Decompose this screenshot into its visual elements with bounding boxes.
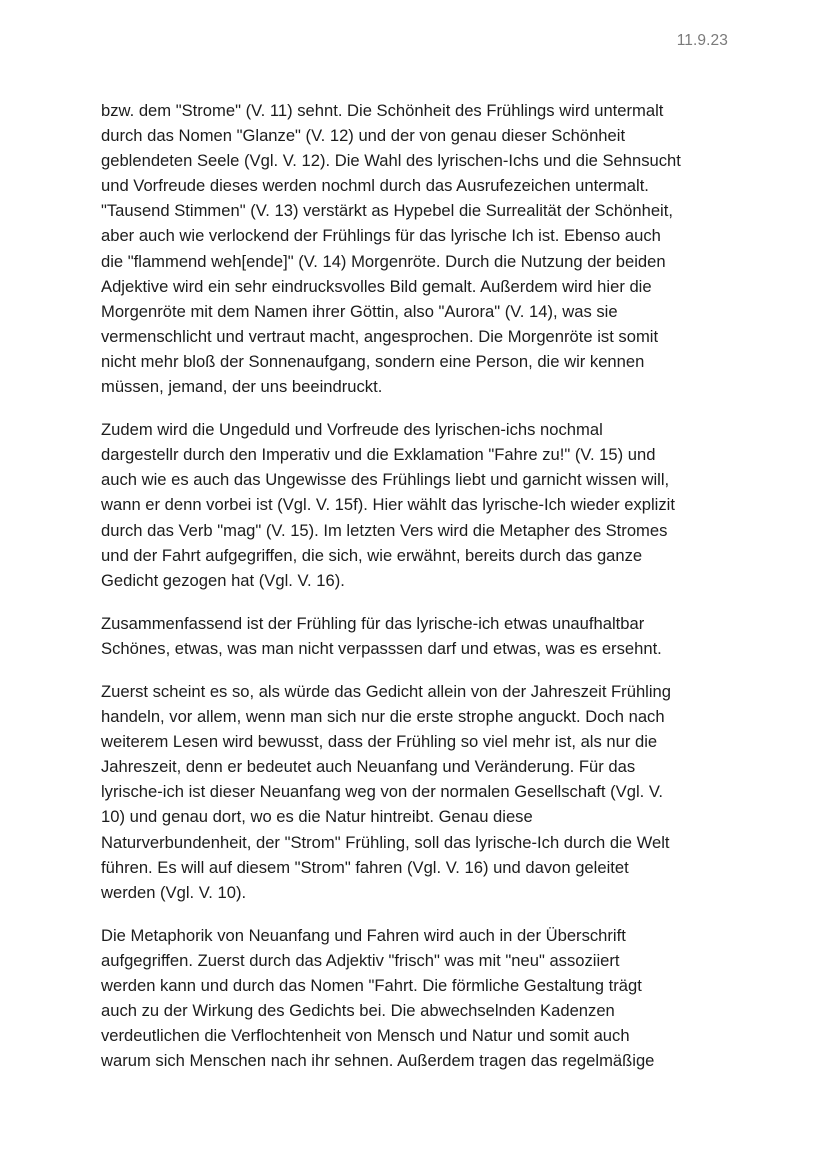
text-line: aufgegriffen. Zuerst durch das Adjektiv "frisch" was mit "neu" assoziiert (101, 950, 620, 970)
document-body (101, 98, 741, 1091)
paragraph-4 (101, 679, 741, 905)
text-line: nicht mehr bloß der Sonnenaufgang, sondern eine Person, die wir kennen (101, 351, 645, 371)
text-line: bzw. dem "Strome" (V. 11) sehnt. Die Schönheit des Frühlings wird untermalt (101, 101, 664, 120)
text-line: "Tausend Stimmen" (V. 13) verstärkt as Hypebel die Surrealität der Schönheit, (101, 201, 673, 221)
text-line: durch das Nomen "Glanze" (V. 12) und der von genau dieser Schönheit (101, 126, 626, 146)
text-line: führen. Es will auf diesem "Strom" fahren (Vgl. V. 16) und davon geleitet (101, 857, 629, 877)
text-line: Die Metaphorik von Neuanfang und Fahren wird auch in der Überschrift (101, 925, 626, 945)
text-line: aber auch wie verlockend der Frühlings für das lyrische Ich ist. Ebenso auch (101, 226, 661, 246)
text-line: Gedicht gezogen hat (Vgl. V. 16). (101, 570, 345, 590)
text-line: auch wie es auch das Ungewisse des Frühlings liebt und garnicht wissen will, (101, 470, 670, 490)
text-line: und der Fahrt aufgegriffen, die sich, wie erwähnt, bereits durch das ganze (101, 545, 643, 565)
text-line: auch zu der Wirkung des Gedichts bei. Die abwechselnden Kadenzen (101, 1001, 615, 1021)
text-line: werden (Vgl. V. 10). (101, 882, 247, 902)
text-line: handeln, vor allem, wenn man sich nur die erste strophe anguckt. Doch nach (101, 707, 665, 727)
text-line: lyrische-ich ist dieser Neuanfang weg von der normalen Gesellschaft (Vgl. V. (101, 782, 664, 802)
text-line: Zuerst scheint es so, als würde das Gedicht allein von der Jahreszeit Frühling (101, 681, 671, 701)
text-line: geblendeten Seele (Vgl. V. 12). Die Wahl des lyrischen-Ichs und die Sehnsucht (101, 151, 681, 171)
text-line: und Vorfreude dieses werden nochml durch das Ausrufezeichen untermalt. (101, 176, 649, 196)
text-line: werden kann und durch das Nomen "Fahrt. Die förmliche Gestaltung trägt (101, 976, 642, 995)
text-line: Jahreszeit, denn er bedeutet auch Neuanfang und Veränderung. Für das (101, 757, 636, 777)
text-line: müssen, jemand, der uns beeindruckt. (101, 377, 383, 397)
text-line: wann er denn vorbei ist (Vgl. V. 15f). Hier wählt das lyrische-Ich wieder explizit (101, 495, 675, 515)
text-line: Naturverbundenheit, der "Strom" Frühling, soll das lyrische-Ich durch die Welt (101, 832, 670, 852)
text-line: verdeutlichen die Verflochtenheit von Mensch und Natur und somit auch (101, 1026, 630, 1046)
text-line: vermenschlicht und vertraut macht, angesprochen. Die Morgenröte ist somit (101, 326, 659, 346)
text-line: Morgenröte mit dem Namen ihrer Göttin, also "Aurora" (V. 14), was sie (101, 301, 618, 321)
paragraph-1 (101, 98, 741, 399)
text-line: Zusammenfassend ist der Frühling für das lyrische-ich etwas unaufhaltbar (101, 613, 645, 633)
text-line: warum sich Menschen nach ihr sehnen. Außerdem tragen das regelmäßige (101, 1051, 655, 1071)
text-line: weiterem Lesen wird bewusst, dass der Frühling so viel mehr ist, als nur die (101, 732, 658, 752)
text-line: Adjektive wird ein sehr eindrucksvolles Bild gemalt. Außerdem wird hier die (101, 276, 652, 296)
text-line: Schönes, etwas, was man nicht verpasssen darf und etwas, was es ersehnt. (101, 638, 662, 658)
paragraph-5 (101, 923, 741, 1074)
text-line: die "flammend weh[ende]" (V. 14) Morgenröte. Durch die Nutzung der beiden (101, 251, 666, 271)
paragraph-3 (101, 611, 741, 661)
text-line: durch das Verb "mag" (V. 15). Im letzten Vers wird die Metapher des Stromes (101, 520, 668, 540)
text-line: Zudem wird die Ungeduld und Vorfreude des lyrischen-ichs nochmal (101, 420, 603, 440)
paragraph-2 (101, 417, 741, 593)
text-line: 10) und genau dort, wo es die Natur hintreibt. Genau diese (101, 807, 533, 827)
text-line: dargestellr durch den Imperativ und die Exklamation "Fahre zu!" (V. 15) und (101, 445, 656, 465)
page-date: 11.9.23 (676, 32, 728, 49)
